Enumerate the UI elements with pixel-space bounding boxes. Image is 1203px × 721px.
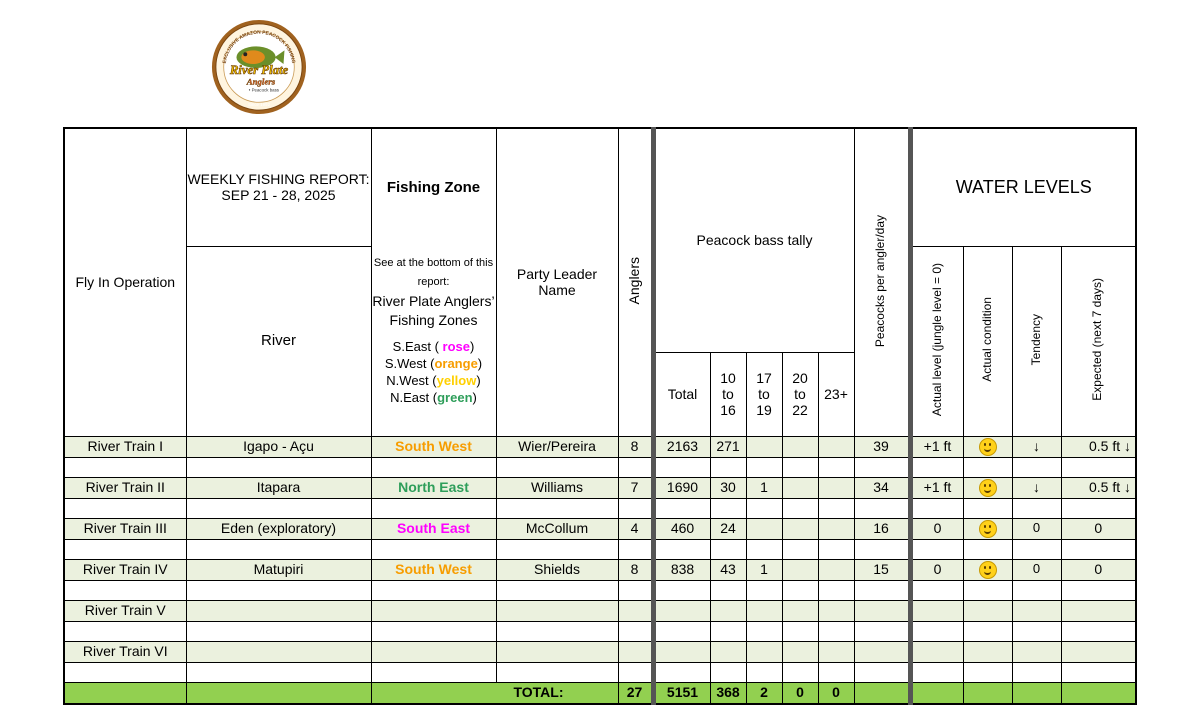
- condition-cell: [963, 641, 1012, 662]
- logo-tagline: • Peacock bass: [248, 87, 280, 93]
- tally-20-22-cell: [782, 436, 818, 457]
- expected-cell: 0.5 ft ↓: [1061, 436, 1136, 457]
- tally-23-plus-cell: [818, 641, 854, 662]
- expected-cell: [1061, 600, 1136, 621]
- tally-col-10-16: 10 to 16: [710, 352, 746, 436]
- tally-17-19-cell: [746, 436, 782, 457]
- total-10-16: 368: [710, 682, 746, 704]
- fly-in-operation-header: Fly In Operation: [64, 128, 186, 436]
- anglers-cell: 4: [618, 518, 653, 539]
- leader-cell: McCollum: [496, 518, 618, 539]
- total-cell: [653, 641, 710, 662]
- fishing-zone-header-cell: [371, 128, 496, 436]
- water-level-cell: +1 ft: [910, 477, 963, 498]
- per-day-header: [854, 128, 910, 436]
- logo-since: Since 1992: [247, 102, 271, 108]
- tally-17-19-cell: [746, 600, 782, 621]
- operation-cell: River Train V: [64, 600, 186, 621]
- tally-17-19-cell: 1: [746, 559, 782, 580]
- condition-cell: [963, 518, 1012, 539]
- anglers-cell: [618, 641, 653, 662]
- per-day-cell: [854, 641, 910, 662]
- table-row: [64, 477, 1136, 498]
- tally-20-22-cell: [782, 477, 818, 498]
- water-col-level: Actual level (jungle level = 0): [910, 246, 963, 436]
- party-leader-header: Party Leader Name: [496, 128, 618, 436]
- smiley-face-icon: [979, 438, 997, 456]
- smiley-face-icon: [979, 520, 997, 538]
- fishing-report-table: [63, 127, 1137, 705]
- tally-23-plus-cell: [818, 559, 854, 580]
- tally-10-16-cell: 30: [710, 477, 746, 498]
- tendency-cell: [1012, 600, 1061, 621]
- operation-cell: River Train VI: [64, 641, 186, 662]
- tally-col-total: Total: [653, 352, 710, 436]
- legend-color-word: green: [437, 390, 473, 406]
- per-day-cell: 34: [854, 477, 910, 498]
- zone-cell: [371, 600, 496, 621]
- zone-cell: North East: [371, 477, 496, 498]
- report-title: WEEKLY FISHING REPORT: SEP 21 - 28, 2025: [186, 128, 371, 246]
- expected-cell: 0.5 ft ↓: [1061, 477, 1136, 498]
- river-cell: Itapara: [186, 477, 371, 498]
- water-col-condition: Actual condition: [963, 246, 1012, 436]
- tally-10-16-cell: 24: [710, 518, 746, 539]
- leader-cell: Shields: [496, 559, 618, 580]
- zone-cell: South East: [371, 518, 496, 539]
- fishing-zone-note: See at the bottom of this report:: [373, 257, 494, 288]
- water-level-cell: [910, 600, 963, 621]
- legend-color-word: rose: [442, 339, 470, 355]
- river-header: River: [186, 246, 371, 436]
- tally-17-19-cell: [746, 641, 782, 662]
- total-cell: [653, 600, 710, 621]
- legend-item: N.East (green): [390, 390, 477, 406]
- anglers-cell: 8: [618, 559, 653, 580]
- water-col-tendency: Tendency: [1012, 246, 1061, 436]
- operation-cell: River Train II: [64, 477, 186, 498]
- total-total: 5151: [653, 682, 710, 704]
- operation-cell: River Train III: [64, 518, 186, 539]
- logo-brand-line1: River Plate: [229, 62, 289, 77]
- anglers-header-text: Anglers: [626, 256, 643, 305]
- tally-20-22-cell: [782, 641, 818, 662]
- legend-item: S.East ( rose): [392, 339, 475, 355]
- tally-10-16-cell: 43: [710, 559, 746, 580]
- tendency-cell: 0: [1012, 559, 1061, 580]
- leader-cell: [496, 600, 618, 621]
- legend-color-word: yellow: [436, 373, 477, 389]
- operation-cell: River Train IV: [64, 559, 186, 580]
- spacer-row: [64, 662, 1136, 682]
- zone-cell: [371, 641, 496, 662]
- total-cell: 1690: [653, 477, 710, 498]
- smiley-face-icon: [979, 479, 997, 497]
- leader-cell: Wier/Pereira: [496, 436, 618, 457]
- tendency-cell: ↓: [1012, 477, 1061, 498]
- river-cell: Igapo - Açu: [186, 436, 371, 457]
- total-23-plus: 0: [818, 682, 854, 704]
- condition-cell: [963, 559, 1012, 580]
- legend-item: S.West (orange): [384, 356, 483, 372]
- leader-cell: [496, 641, 618, 662]
- per-day-cell: 39: [854, 436, 910, 457]
- table-row: [64, 600, 1136, 621]
- tally-20-22-cell: [782, 518, 818, 539]
- tally-23-plus-cell: [818, 436, 854, 457]
- fishing-zone-name: River Plate Anglers’ Fishing Zones: [372, 292, 495, 328]
- anglers-cell: 8: [618, 436, 653, 457]
- total-anglers: 27: [618, 682, 653, 704]
- peacock-tally-header: Peacock bass tally: [653, 128, 854, 352]
- smiley-face-icon: [979, 561, 997, 579]
- spacer-row: [64, 580, 1136, 600]
- tally-10-16-cell: [710, 600, 746, 621]
- water-level-cell: 0: [910, 559, 963, 580]
- river-cell: [186, 641, 371, 662]
- spacer-row: [64, 457, 1136, 477]
- total-cell: 2163: [653, 436, 710, 457]
- total-row: [64, 682, 1136, 704]
- table-row: [64, 559, 1136, 580]
- anglers-cell: [618, 600, 653, 621]
- spacer-row: [64, 498, 1136, 518]
- zone-cell: South West: [371, 436, 496, 457]
- table-row: [64, 436, 1136, 457]
- tendency-cell: 0: [1012, 518, 1061, 539]
- total-cell: 838: [653, 559, 710, 580]
- tally-col-20-22: 20 to 22: [782, 352, 818, 436]
- logo-arc-text: EXCLUSIVE AMAZON PEACOCK FISHING: [222, 30, 296, 64]
- spacer-row: [64, 621, 1136, 641]
- table-row: [64, 518, 1136, 539]
- leader-cell: Williams: [496, 477, 618, 498]
- total-20-22: 0: [782, 682, 818, 704]
- per-day-cell: [854, 600, 910, 621]
- expected-cell: 0: [1061, 559, 1136, 580]
- condition-cell: [963, 477, 1012, 498]
- expected-cell: [1061, 641, 1136, 662]
- tally-col-23-plus: 23+: [818, 352, 854, 436]
- tendency-cell: ↓: [1012, 436, 1061, 457]
- water-levels-header: WATER LEVELS: [910, 128, 1136, 246]
- legend-item: N.West (yellow): [386, 373, 481, 389]
- per-day-cell: 15: [854, 559, 910, 580]
- operation-cell: River Train I: [64, 436, 186, 457]
- tally-23-plus-cell: [818, 518, 854, 539]
- tally-10-16-cell: 271: [710, 436, 746, 457]
- tally-20-22-cell: [782, 559, 818, 580]
- water-level-cell: 0: [910, 518, 963, 539]
- tendency-cell: [1012, 641, 1061, 662]
- per-day-header-text: Peacocks per angler/day: [873, 214, 888, 347]
- total-label: TOTAL:: [371, 682, 618, 704]
- tally-23-plus-cell: [818, 600, 854, 621]
- condition-cell: [963, 600, 1012, 621]
- expected-cell: 0: [1061, 518, 1136, 539]
- logo-brand-line2: Anglers: [246, 76, 276, 87]
- spacer-row: [64, 539, 1136, 559]
- tally-20-22-cell: [782, 600, 818, 621]
- river-cell: Matupiri: [186, 559, 371, 580]
- fishing-zone-title: Fishing Zone: [386, 179, 481, 196]
- tally-23-plus-cell: [818, 477, 854, 498]
- tally-col-17-19: 17 to 19: [746, 352, 782, 436]
- tally-10-16-cell: [710, 641, 746, 662]
- anglers-header: [618, 128, 653, 436]
- river-cell: [186, 600, 371, 621]
- tally-17-19-cell: 1: [746, 477, 782, 498]
- anglers-cell: 7: [618, 477, 653, 498]
- per-day-cell: 16: [854, 518, 910, 539]
- water-level-cell: +1 ft: [910, 436, 963, 457]
- condition-cell: [963, 436, 1012, 457]
- water-col-expected: Expected (next 7 days): [1061, 246, 1136, 436]
- total-cell: 460: [653, 518, 710, 539]
- river-cell: Eden (exploratory): [186, 518, 371, 539]
- zone-cell: South West: [371, 559, 496, 580]
- total-17-19: 2: [746, 682, 782, 704]
- tally-17-19-cell: [746, 518, 782, 539]
- river-plate-anglers-logo: [210, 18, 308, 116]
- zone-color-legend: [372, 339, 496, 407]
- table-row: [64, 641, 1136, 662]
- legend-color-word: orange: [434, 356, 478, 372]
- water-level-cell: [910, 641, 963, 662]
